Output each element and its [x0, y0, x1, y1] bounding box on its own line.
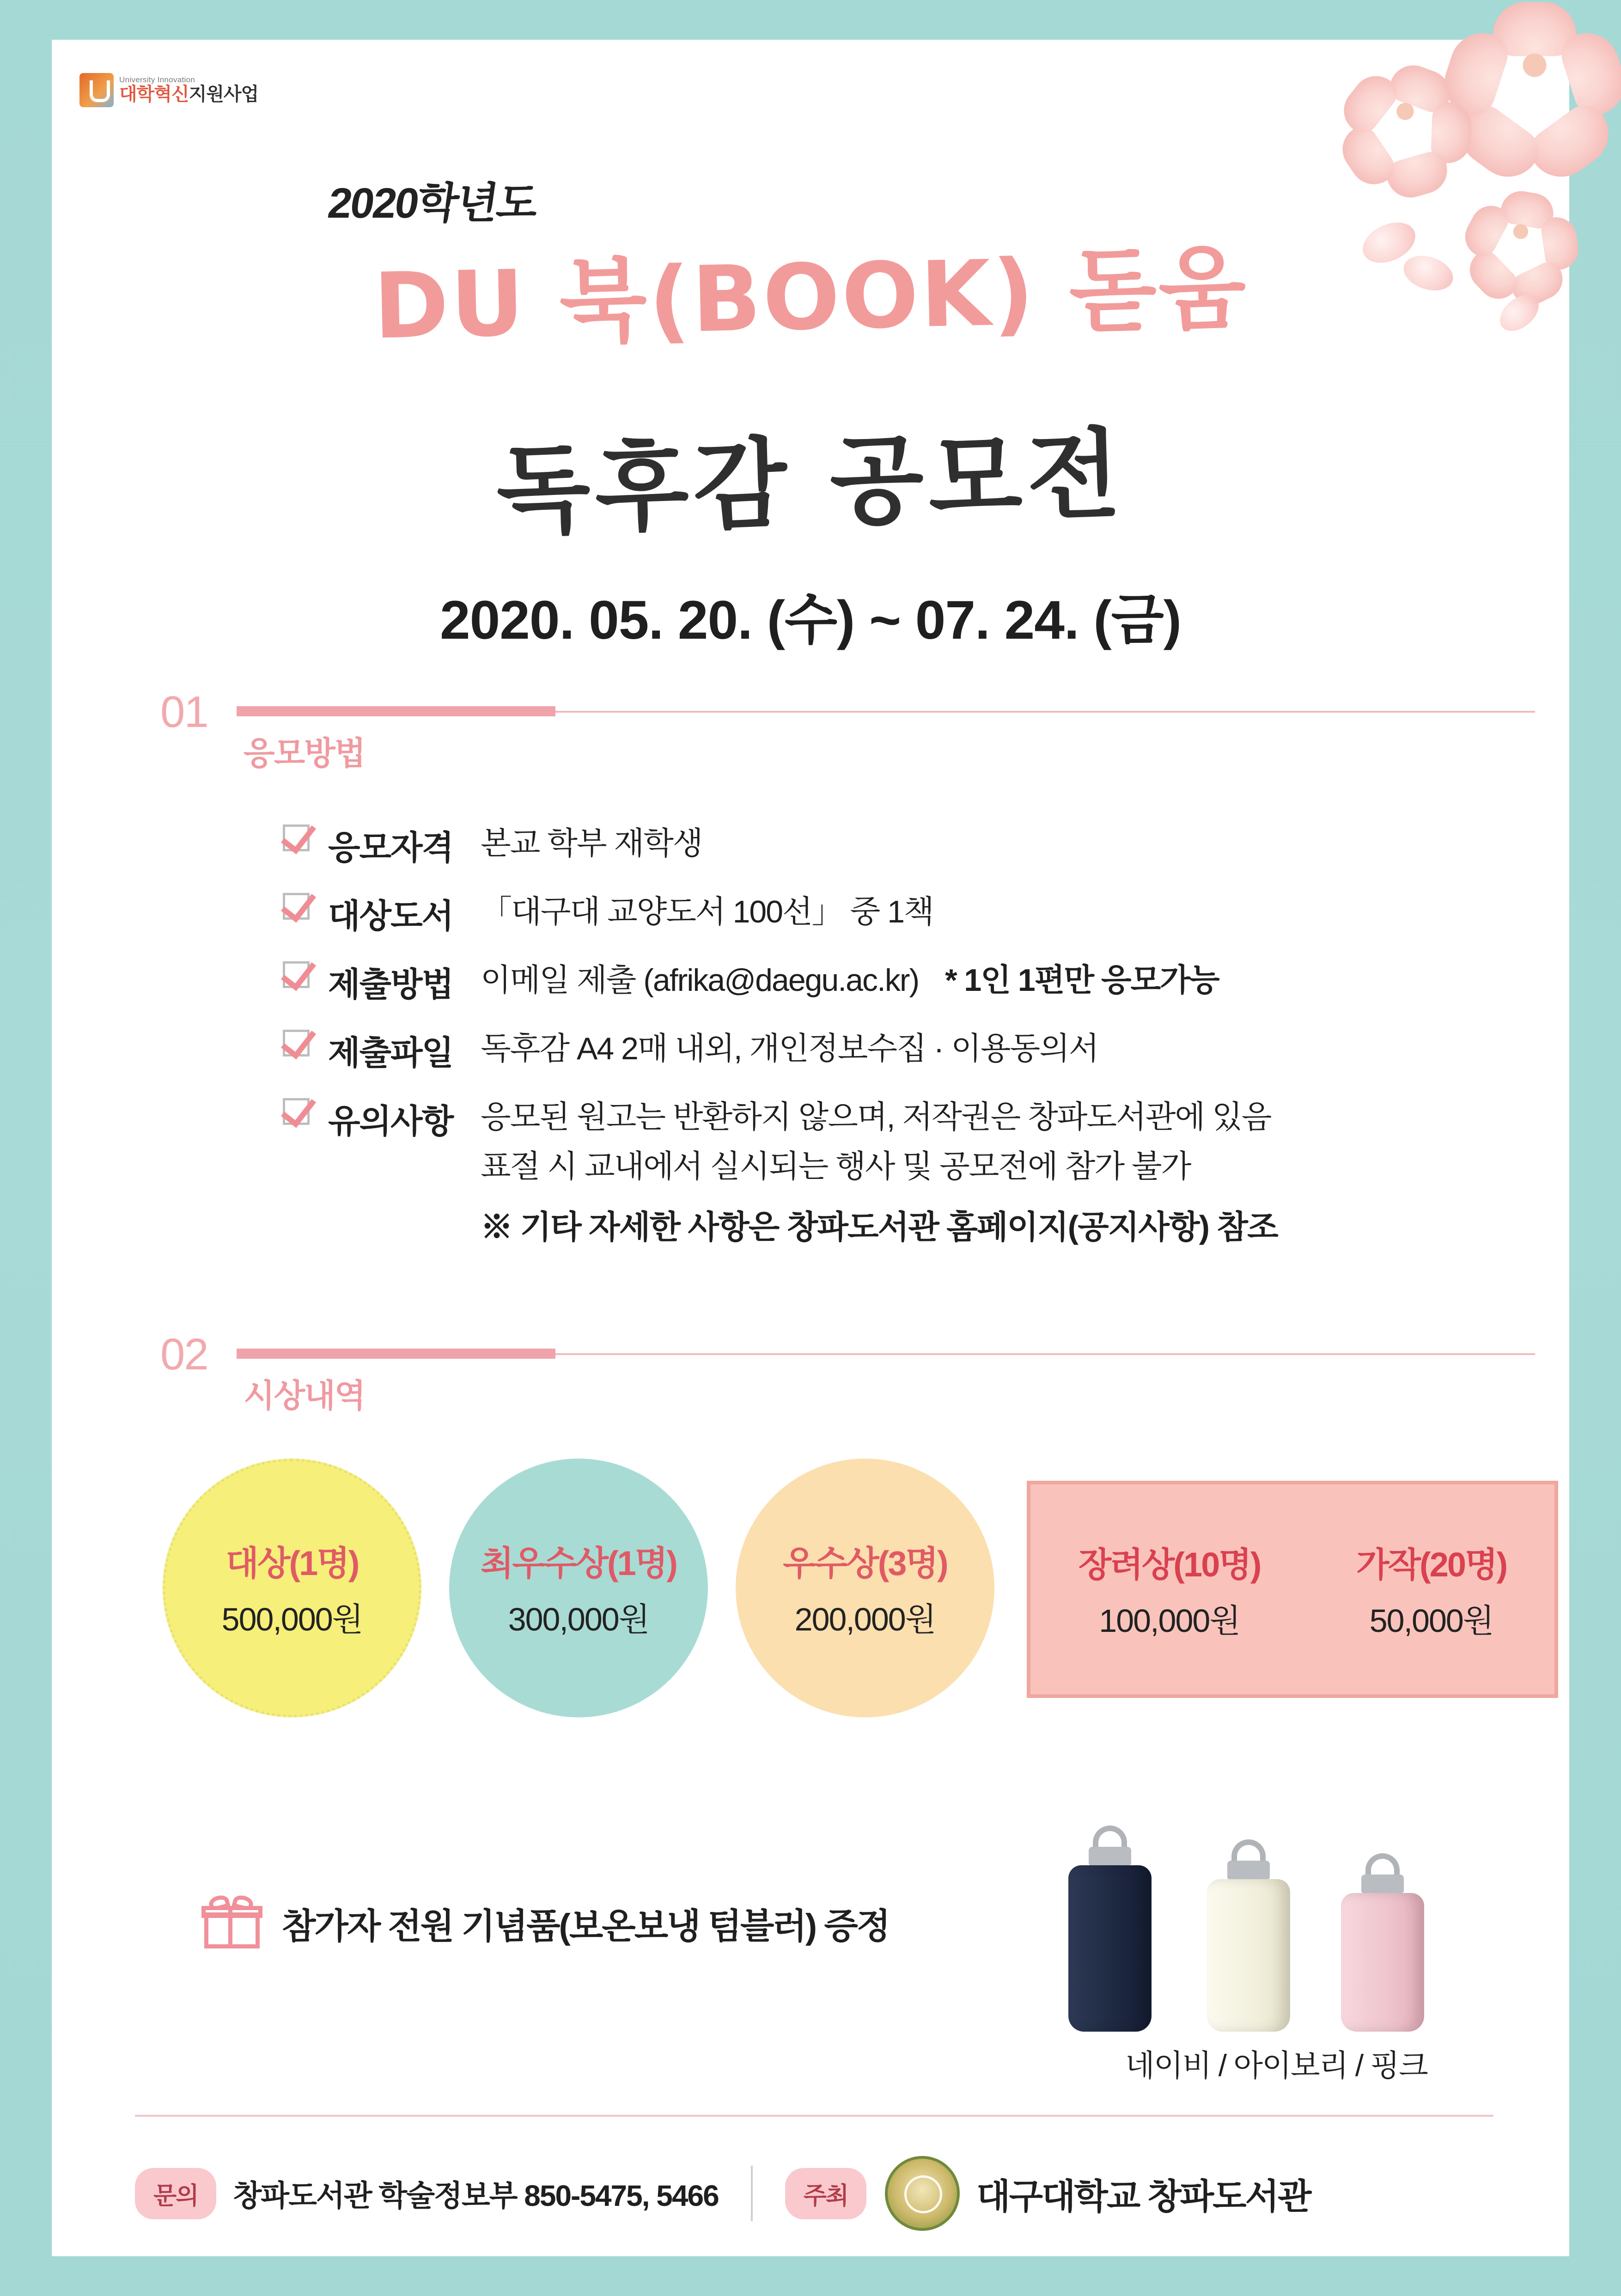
info-term: 응모자격: [328, 830, 453, 867]
gift-box-icon: [204, 1898, 260, 1948]
section-rule-accent: [237, 1349, 555, 1359]
blossom-icon: [1347, 53, 1464, 170]
prize-name: 가작(20명): [1356, 1545, 1507, 1584]
tumbler-navy: [1068, 1826, 1152, 2032]
poster-card: [52, 40, 1569, 2256]
checkbox-icon: [283, 824, 310, 851]
tumbler-cap-icon: [1227, 1861, 1270, 1879]
prize-name: 대상(1명): [225, 1544, 359, 1582]
info-term: 제출방법: [328, 966, 453, 1003]
prize-list: [144, 1459, 1586, 1717]
logo-text: [119, 76, 258, 105]
prize-box: [1027, 1481, 1558, 1698]
info-term: 대상도서: [328, 898, 453, 935]
info-desc: 독후감 A4 2매 내외, 개인정보수집 · 이용동의서: [481, 1031, 1098, 1066]
info-row: [283, 1026, 1577, 1074]
footer-vertical-divider: [751, 2166, 753, 2221]
info-row: [283, 889, 1577, 937]
contact-text: 창파도서관 학술정보부 850-5475, 5466: [233, 2179, 719, 2212]
prize-amount: 300,000원: [508, 1601, 649, 1637]
poster-title-line1: DU 북(BOOK) 돋움: [372, 236, 1249, 360]
tumbler-cap-icon: [1361, 1875, 1404, 1893]
logo-mark-icon: [79, 73, 114, 107]
host-name: 대구대학교 창파도서관: [976, 2177, 1310, 2217]
tumbler-cap-icon: [1089, 1847, 1131, 1865]
prize-box-item: [1356, 1538, 1506, 1642]
university-seal-icon: [885, 2156, 960, 2231]
prize-circle: [449, 1459, 708, 1717]
gift-text: 참가자 전원 기념품(보온보냉 텀블러) 증정: [282, 1906, 890, 1946]
section-rule-accent: [237, 706, 555, 716]
university-innovation-logo: [79, 73, 258, 107]
info-desc-group: [481, 1094, 1278, 1248]
poster-title-line2: 독후감 공모전: [495, 417, 1127, 548]
section-header-apply: [160, 687, 1547, 771]
info-row: [283, 821, 1577, 869]
contact-pill: 문의: [135, 2168, 216, 2219]
tumbler-pink: [1341, 1853, 1424, 2032]
section-number: 02: [160, 1330, 208, 1379]
info-row: [283, 958, 1577, 1006]
prize-amount: 100,000원: [1099, 1602, 1240, 1639]
info-desc-main: 이메일 제출 (afrika@daegu.ac.kr): [481, 963, 919, 998]
section-number: 01: [160, 687, 208, 737]
event-date-range: 2020. 05. 20. (수) ~ 07. 24. (금): [440, 590, 1181, 651]
section-header-prizes: [160, 1329, 1547, 1414]
tumbler-colors-label: 네이비 / 아이보리 / 핑크: [1125, 2048, 1427, 2082]
logo-title-part1: 대학혁신: [119, 84, 189, 105]
checkbox-icon: [283, 893, 310, 920]
section-label: 응모방법: [244, 735, 365, 771]
tumbler-ivory: [1207, 1839, 1290, 2032]
tumbler-body: [1341, 1893, 1424, 2032]
host-pill: 주최: [785, 2168, 866, 2219]
prize-amount: 50,000원: [1369, 1602, 1493, 1639]
footer: [135, 2147, 1493, 2240]
prize-circle: [163, 1459, 421, 1717]
tumbler-illustration: [1059, 1791, 1475, 2032]
prize-name: 최우수상(1명): [481, 1544, 676, 1582]
prize-amount: 500,000원: [221, 1601, 363, 1637]
checkbox-icon: [283, 961, 310, 988]
info-desc: [481, 958, 1219, 1003]
prize-circle: [736, 1459, 994, 1717]
checkbox-icon: [283, 1098, 310, 1125]
blossom-icon: [1455, 0, 1615, 145]
info-desc: 「대구대 교양도서 100선」 중 1책: [481, 894, 933, 929]
prize-box-item: [1079, 1538, 1261, 1642]
apply-info-list: [283, 821, 1577, 1268]
gift-ribbon: [228, 1906, 232, 1948]
tumbler-body: [1068, 1865, 1152, 2032]
tumbler-body: [1207, 1879, 1290, 2032]
info-desc: 본교 학부 재학생: [481, 826, 702, 861]
prize-name: 장려상(10명): [1078, 1545, 1261, 1584]
info-row: [283, 1094, 1577, 1248]
prize-name: 우수상(3명): [783, 1544, 947, 1582]
info-term: 제출파일: [328, 1035, 453, 1072]
logo-title-part2: 지원사업: [189, 84, 259, 105]
footer-divider: [135, 2115, 1493, 2117]
academic-year: 2020학년도: [325, 180, 540, 227]
info-note: ※ 기타 자세한 사항은 창파도서관 홈페이지(공지사항) 참조: [481, 1209, 1278, 1246]
gift-notice: [204, 1898, 889, 1948]
section-label: 시상내역: [244, 1378, 365, 1414]
logo-subtitle: University Innovation: [119, 75, 195, 84]
info-desc: 응모된 원고는 반환하지 않으며, 저작권은 창파도서관에 있음: [481, 1099, 1271, 1135]
prize-amount: 200,000원: [794, 1601, 936, 1637]
checkbox-icon: [283, 1030, 310, 1056]
info-term: 유의사항: [328, 1103, 453, 1140]
info-desc-secondary: 표절 시 교내에서 실시되는 행사 및 공모전에 참가 불가: [481, 1148, 1191, 1184]
logo-title: [119, 84, 258, 104]
info-desc-emphasis: * 1인 1편만 응모가능: [945, 963, 1219, 998]
